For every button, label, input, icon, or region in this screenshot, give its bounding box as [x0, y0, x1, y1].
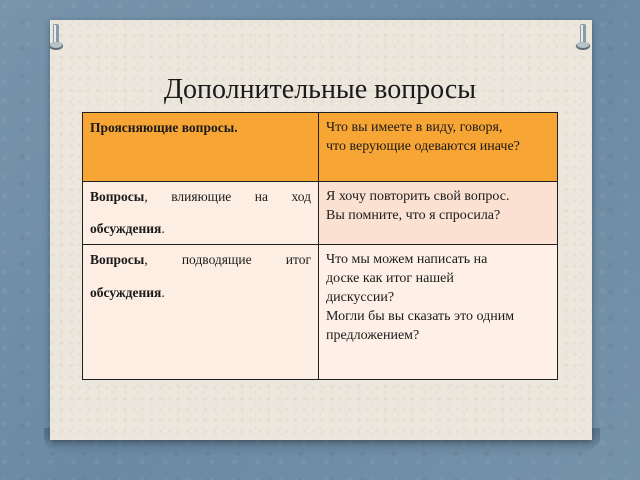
question-type-label-line2: обсуждения.: [90, 284, 165, 300]
example-line: Могли бы вы сказать это одним: [326, 309, 515, 325]
slide-title: Дополнительные вопросы: [163, 74, 477, 105]
pushpin-right-icon: [575, 24, 591, 54]
table-row: [83, 245, 558, 380]
example-line: дискуссии?: [326, 290, 395, 306]
question-type-label: Проясняющие вопросы.: [90, 120, 238, 135]
question-type-label-line1: Вопросы, подводящие итог: [90, 252, 311, 268]
example-line: Что вы имеете в виду, говоря,: [326, 120, 503, 135]
question-type-cell: [83, 113, 319, 182]
table-row: [83, 113, 558, 182]
question-example-cell: [319, 113, 558, 182]
example-line: Я хочу повторить свой вопрос.: [326, 189, 510, 204]
example-line: предложением?: [326, 328, 420, 343]
question-type-label-line1: Вопросы, влияющие на ход: [90, 189, 311, 204]
question-type-label-line2: обсуждения.: [90, 221, 165, 237]
example-line: Вы помните, что я спросила?: [326, 207, 501, 223]
example-line: Что мы можем написать на: [326, 252, 488, 268]
question-type-cell: [83, 245, 319, 380]
question-example-cell: [319, 182, 558, 245]
example-line: доске как итог нашей: [326, 271, 454, 287]
pushpin-left-icon: [48, 24, 64, 54]
question-type-cell: [83, 182, 319, 245]
example-line: что верующие одеваются иначе?: [326, 138, 520, 154]
questions-table: [82, 112, 558, 380]
question-example-cell: [319, 245, 558, 380]
table-row: [83, 182, 558, 245]
